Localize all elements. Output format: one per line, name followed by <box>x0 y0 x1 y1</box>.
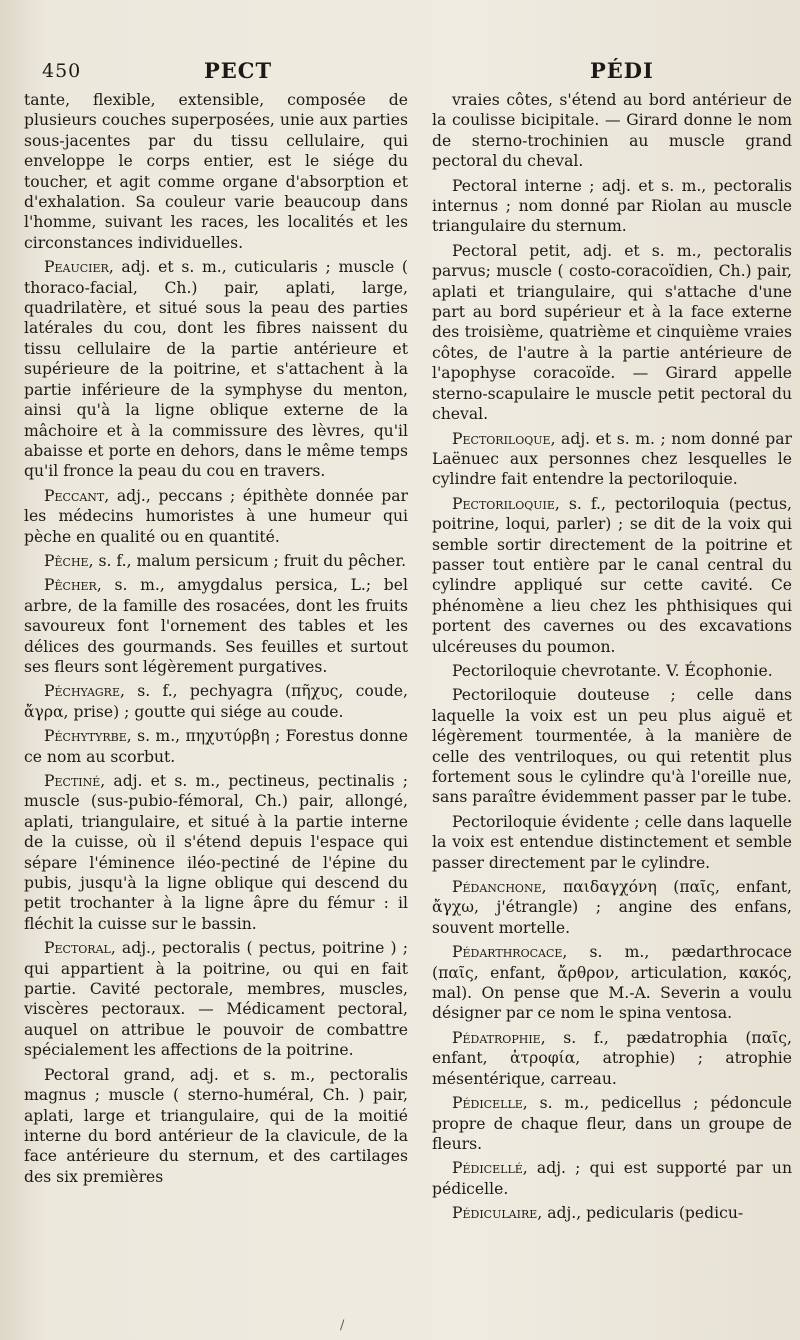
entry-headword: Pectiné <box>44 772 101 790</box>
dictionary-entry <box>24 257 408 481</box>
dictionary-entry <box>432 685 792 807</box>
dictionary-entry <box>432 1028 792 1089</box>
dictionary-entry <box>432 494 792 657</box>
right-column <box>432 90 792 1228</box>
entry-text: , adj. et s. m. ; nom donné par Laënuec aux personnes chez lesquelles le cylindre fait entendre la pectoriloquie. <box>432 429 792 489</box>
dictionary-entry <box>432 1203 792 1223</box>
entry-text: vraies côtes, s'étend au bord antérieur de la coulisse bicipitale. — Girard donne le nom de sterno-trochinien au muscle grand pectoral du cheval. <box>432 91 792 171</box>
entry-text: , adj. et s. m., cuticularis ; muscle ( thoraco-facial, Ch.) pair, aplati, large, quadrilatère, et situé sous la peau des parties latérales du cou, dont les fibres naissent du tissu cellulaire de la partie antérieure et supérieure de la poitrine, et s'attachent à la partie inférieure de la symphyse du menton, ainsi qu'à la ligne oblique externe de la mâchoire et à la commissure des lèvres, qu'il abaisse et porte en dehors, dans le même temps qu'il fronce la peau du cou en travers. <box>24 258 408 481</box>
dictionary-entry <box>432 176 792 237</box>
entry-text: , adj. ; qui est supporté par un pédicelle. <box>432 1159 792 1198</box>
entry-text: , s. m., amygdalus persica, L.; bel arbre, de la famille des rosacées, dont les fruits savoureux font l'ornement des tables et les délices des gourmands. Ses feuilles et surtout ses fleurs sont légèrement purgatives. <box>24 576 408 676</box>
running-header <box>24 56 792 90</box>
entry-headword: Pédanchone <box>452 878 542 897</box>
entry-text: Pectoriloquie douteuse ; celle dans laquelle la voix est un peu plus aiguë et légèrement tourmentée, à la manière de celle des ventriloques, ou qui retentit plus fortement sous le cylindre qu'à l'oreille nue, sans paraître évidemment passer par le tube. <box>432 686 792 807</box>
entry-text: , s. m., pædarthrocace (παῖς, enfant, ἄρθρον, articulation, κακός, mal). On pense que M.-A. Severin a voulu désigner par ce nom le spina ventosa. <box>432 943 792 1023</box>
entry-headword: Pêcher <box>44 576 97 595</box>
entry-text: , s. f., pædatrophia (παῖς, enfant, ἀτροφία, atrophie) ; atrophie mésentérique, carreau. <box>432 1028 792 1088</box>
entry-headword: Pectoriloque <box>452 429 551 448</box>
dictionary-entry <box>432 942 792 1024</box>
entry-text: , adj. et s. m., pectineus, pectinalis ; muscle (sus-pubio-fémoral, Ch.) pair, allongé, aplati, triangulaire, et situé à la partie interne de la cuisse, où il s'étend depuis l'espace qui sépare l'éminence iléo-pectiné de l'épine du pubis, jusqu'à la ligne oblique qui descend du petit trochanter à la ligne âpre du fémur : il fléchit la cuisse sur le bassin. <box>24 772 408 933</box>
dictionary-entry <box>432 1158 792 1199</box>
left-column <box>24 90 408 1228</box>
dictionary-entry <box>432 241 792 425</box>
page-number: 450 <box>42 60 82 82</box>
entry-text: Pectoriloquie chevrotante. V. Écophonie. <box>452 661 773 680</box>
entry-headword: Pédicellé <box>452 1159 523 1178</box>
entry-text: Pectoral petit, adj. et s. m., pectoralis parvus; muscle ( costo-coracoïdien, Ch.) pair, aplati et triangulaire, qui s'attache d'une part au bord supérieur et à la face externe des troisième, quatrième et cinquième vraies côtes, de l'autre à la partie antérieure de l'apophyse coracoïde. — Girard appelle sterno-scapulaire le muscle petit pectoral du cheval. <box>432 241 792 424</box>
dictionary-entry <box>432 877 792 938</box>
entry-headword: Pectoriloquie <box>452 494 555 513</box>
dictionary-entry <box>24 726 408 767</box>
entry-text: tante, flexible, extensible, composée de plusieurs couches superposées, unie aux parties sous-jacentes par du tissu cellulaire, qui enveloppe le corps entier, est le siége du toucher, et agit comme organe d'absorption et d'exhalation. Sa couleur varie beaucoup dans l'homme, suivant les races, les localités et les circonstances individuelles. <box>24 91 408 252</box>
entry-text: , s. m., pedicellus ; pédoncule propre de chaque fleur, dans un groupe de fleurs. <box>432 1094 792 1153</box>
entry-headword: Pêche <box>44 551 89 570</box>
entry-text: Pectoral interne ; adj. et s. m., pectoralis internus ; nom donné par Riolan au muscle triangulaire du sternum. <box>432 176 792 236</box>
dictionary-entry <box>24 486 408 547</box>
entry-text: Pectoriloquie évidente ; celle dans laquelle la voix est entendue distinctement et semble passer directement par le cylindre. <box>432 812 792 872</box>
dictionary-entry <box>24 681 408 722</box>
entry-headword: Pédarthrocace <box>452 943 563 962</box>
entry-headword: Péchytyrbe <box>44 727 127 746</box>
entry-text: , s. m., πηχυτύρβη ; Forestus donne ce nom au scorbut. <box>24 727 408 766</box>
entry-text: , s. f., malum persicum ; fruit du pêcher. <box>88 551 407 570</box>
entry-text: , s. f., pechyagra (πῆχυς, coude, ἄγρα, prise) ; goutte qui siége au coude. <box>24 682 408 721</box>
left-running-head: PECT <box>204 58 273 83</box>
dictionary-entry <box>24 1065 408 1187</box>
entry-headword: Pédicelle <box>452 1094 523 1113</box>
dictionary-entry <box>432 661 792 681</box>
entry-headword: Péchyagre <box>44 682 120 701</box>
entry-text: , s. f., pectoriloquia (pectus, poitrine, loqui, parler) ; se dit de la voix qui semble sortir directement de la poitrine et passer tout entière par le canal central du cylindre appliqué sur cette cavité. Ce phénomène a lieu chez les phthisiques qui portent des cavernes ou des excavations ulcéreuses du poumon. <box>432 494 792 656</box>
text-columns <box>24 90 792 1228</box>
footer-mark: / <box>340 1318 345 1333</box>
dictionary-entry <box>24 771 408 934</box>
dictionary-entry <box>432 429 792 490</box>
dictionary-entry <box>24 90 408 253</box>
entry-headword: Peccant <box>44 486 105 505</box>
entry-text: Pectoral grand, adj. et s. m., pectoralis magnus ; muscle ( sterno-huméral, Ch. ) pair, aplati, large et triangulaire, qui de la moitié interne du bord antérieur de la clavicule, de la face antérieure du sternum, et des cartilages des six premières <box>24 1065 408 1186</box>
entry-text: , adj., pectoralis ( pectus, poitrine ) ; qui appartient à la poitrine, ou qui en fait partie. Cavité pectorale, membres, muscles, viscères pectoraux. — Médicament pectoral, auquel on attribue le pouvoir de combattre spécialement les affections de la poitrine. <box>24 939 408 1060</box>
entry-headword: Peaucier <box>44 258 109 277</box>
entry-headword: Pectoral <box>44 939 111 958</box>
entry-headword: Pédiculaire <box>452 1204 538 1223</box>
dictionary-entry <box>432 1093 792 1154</box>
entry-text: , adj., peccans ; épithète donnée par les médecins humoristes à une humeur qui pèche en qualité ou en quantité. <box>24 486 408 546</box>
dictionary-entry <box>24 938 408 1060</box>
dictionary-entry <box>432 90 792 172</box>
entry-text: , παιδαγχόνη (παῖς, enfant, ἄγχω, j'étrangle) ; angine des enfans, souvent mortelle. <box>432 878 792 937</box>
dictionary-entry <box>24 551 408 571</box>
entry-text: , adj., pedicularis (pedicu- <box>537 1204 744 1223</box>
entry-headword: Pédatrophie <box>452 1028 541 1047</box>
dictionary-entry <box>24 575 408 677</box>
dictionary-entry <box>432 812 792 873</box>
right-running-head: PÉDI <box>590 58 654 83</box>
